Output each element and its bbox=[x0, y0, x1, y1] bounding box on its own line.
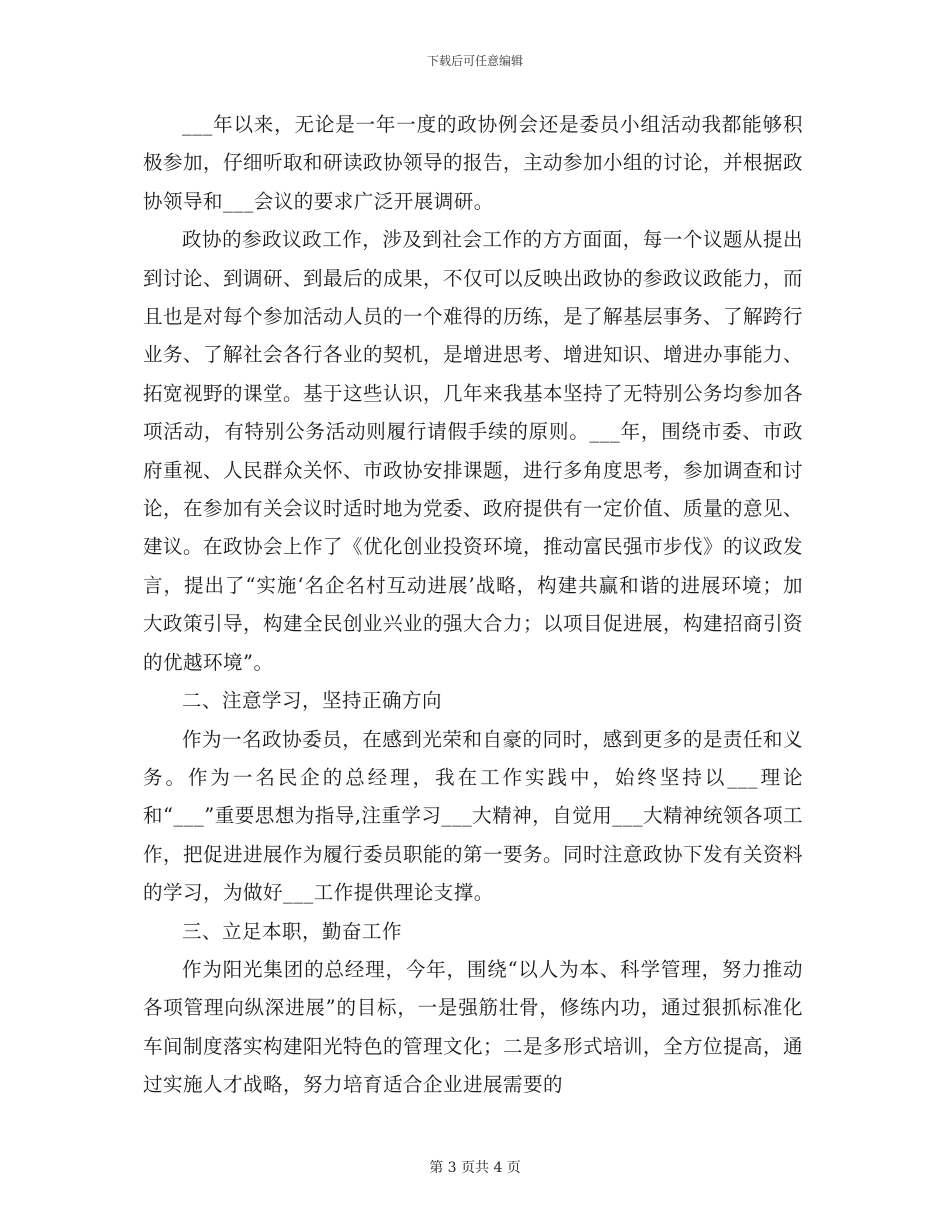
paragraph-study: 作为一名政协委员，在感到光荣和自豪的同时，感到更多的是责任和义务。作为一名民企的总经理，我在工作实践中，始终坚持以___理论和“___”重要思想为指导,注重学习___大精神，自觉用___大精神统领各项工作，把促进进展作为履行委员职能的第一要务。同时注意政协下发有关资料的学习，为做好___工作提供理论支撑。 bbox=[143, 727, 804, 905]
section-heading-work: 三、立足本职，勤奋工作 bbox=[182, 919, 403, 943]
section-heading-study: 二、注意学习，坚持正确方向 bbox=[182, 689, 443, 713]
page-number: 第 3 页共 4 页 bbox=[429, 1160, 521, 1176]
page-header: 下载后可任意编辑 bbox=[426, 54, 523, 68]
paragraph-participation: ___年以来，无论是一年一度的政协例会还是委员小组活动我都能够积极参加，仔细听取和研读政协领导的报告，主动参加小组的讨论，并根据政协领导和___会议的要求广泛开展调研。 bbox=[143, 113, 804, 213]
paragraph-work: 作为阳光集团的总经理，今年，围绕“以人为本、科学管理，努力推动各项管理向纵深进展”的目标，一是强筋壮骨，修练内功，通过狠抓标准化车间制度落实构建阳光特色的管理文化；二是多形式培训，全方位提高，通过实施人才战略，努力培育适合企业进展需要的 bbox=[143, 957, 804, 1097]
paragraph-policy-work: 政协的参政议政工作，涉及到社会工作的方方面面，每一个议题从提出到讨论、到调研、到最后的成果，不仅可以反映出政协的参政议政能力，而且也是对每个参加活动人员的一个难得的历练，是了解基层事务、了解跨行业务、了解社会各行各业的契机，是增进思考、增进知识、增进办事能力、拓宽视野的课堂。基于这些认识，几年来我基本坚持了无特别公务均参加各项活动，有特别公务活动则履行请假手续的原则。___年，围绕市委、市政府重视、人民群众关怀、市政协安排课题，进行多角度思考，参加调查和讨论，在参加有关会议时适时地为党委、政府提供有一定价值、质量的意见、建议。在政协会上作了《优化创业投资环境，推动富民强市步伐》的议政发言，提出了“实施‘名企名村互动进展’战略，构建共赢和谐的进展环境；加大政策引导，构建全民创业兴业的强大合力；以项目促进展，构建招商引资的优越环境”。 bbox=[143, 228, 804, 674]
document-body bbox=[143, 106, 803, 1105]
